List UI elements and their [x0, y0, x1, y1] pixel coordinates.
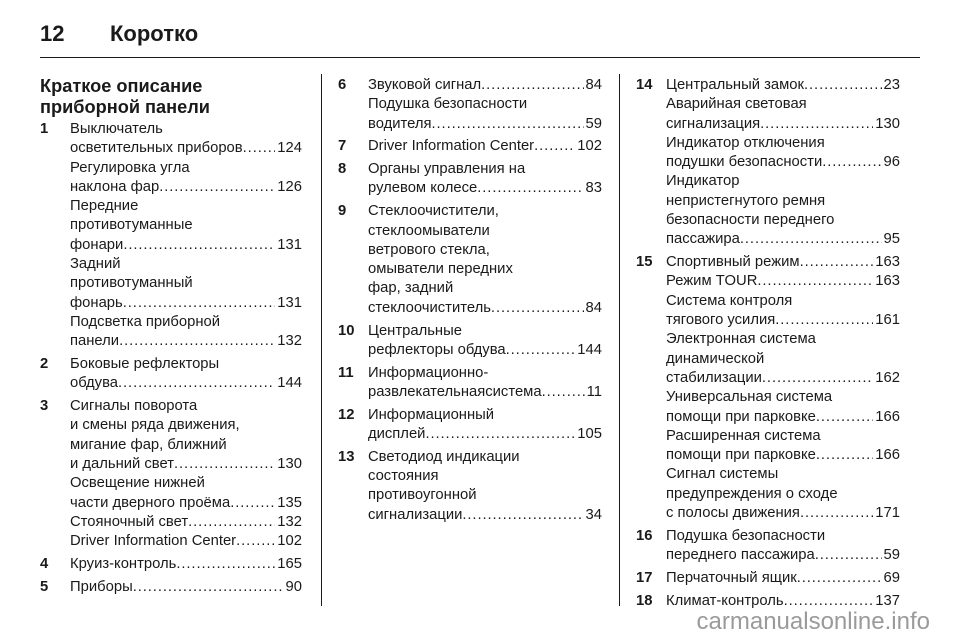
entry-text-line: и смены ряда движения,	[70, 417, 240, 434]
dot-leader	[534, 137, 575, 156]
dot-leader	[542, 383, 585, 402]
entry-row	[368, 299, 602, 318]
page-ref: 132	[277, 333, 302, 350]
page-ref: 131	[277, 294, 302, 311]
entry-row	[368, 506, 602, 525]
entry-text: осветительных приборов	[70, 140, 243, 157]
entry-text-line: Подушка безопасности	[368, 96, 528, 113]
page-ref: 135	[277, 494, 302, 511]
page-ref: 131	[277, 236, 302, 253]
entry-text-line: Система контроля	[666, 292, 793, 309]
entry-row	[666, 569, 900, 588]
entry-text: и дальний свет	[70, 456, 175, 473]
entry-text: Приборы	[70, 578, 133, 595]
callout-entries	[666, 569, 900, 588]
page-ref: 69	[883, 569, 900, 586]
callout-entries	[368, 76, 602, 134]
entry-text-line: мигание фар, ближний	[70, 436, 227, 453]
entry-row	[666, 76, 900, 95]
callout-number: 1	[40, 121, 49, 137]
entry-text-line: Задний	[70, 256, 121, 273]
callout-entries	[70, 120, 302, 352]
chapter-title: Коротко	[110, 21, 199, 46]
entry-text-line: безопасности переднего	[666, 212, 835, 229]
entry-text-line: Светодиод индикации	[368, 448, 520, 465]
page-ref: 162	[875, 369, 900, 386]
dot-leader	[775, 311, 873, 330]
section-title-line: приборной панели	[40, 97, 210, 117]
entry-text: помощи при парковке	[666, 408, 816, 425]
callout-group	[636, 253, 900, 523]
page-ref: 163	[875, 254, 900, 271]
page-ref: 34	[585, 506, 602, 523]
dot-leader	[506, 341, 576, 360]
callout-number: 14	[636, 77, 653, 93]
callout-entries	[368, 364, 602, 403]
callout-group	[338, 322, 602, 361]
section-title-line: Краткое описание	[40, 76, 203, 96]
callout-entries	[666, 253, 900, 523]
entry-text-line: Регулировка угла	[70, 159, 190, 176]
entry-text: обдува	[70, 375, 118, 392]
entry-row	[368, 137, 602, 156]
entry-row	[70, 178, 302, 197]
page-ref: 105	[577, 426, 602, 443]
entry-text-line: фар, задний	[368, 280, 454, 297]
entry-text-line: Подушка безопасности	[666, 527, 826, 544]
callout-number: 15	[636, 254, 653, 271]
entry-text: сигнализация	[666, 115, 761, 132]
entry-text-line: состояния	[368, 468, 439, 485]
callout-number: 18	[636, 592, 653, 609]
callout-number: 9	[338, 203, 347, 220]
dot-leader	[757, 272, 873, 291]
page-ref: 83	[585, 180, 602, 197]
callout-group	[338, 160, 602, 199]
entry-text: фонари	[70, 236, 124, 253]
callout-entries	[368, 137, 602, 156]
entry-text-line: Стеклоочистители,	[368, 203, 499, 220]
dot-leader	[176, 555, 275, 574]
entry-text-line: Органы управления на	[368, 161, 526, 178]
entry-row	[368, 76, 602, 95]
callout-entries	[666, 76, 900, 250]
dot-leader	[762, 369, 873, 388]
page-ref: 165	[277, 556, 302, 573]
column-2	[338, 76, 602, 529]
callout-number: 2	[40, 356, 49, 373]
dot-leader	[462, 506, 583, 525]
callout-entries	[368, 322, 602, 361]
entry-row	[666, 369, 900, 388]
callout-entries	[70, 355, 302, 394]
page-ref: 59	[883, 547, 900, 564]
callout-number: 13	[338, 448, 355, 465]
dot-leader	[816, 446, 873, 465]
entry-text: дисплей	[368, 426, 426, 443]
page-ref: 23	[883, 77, 900, 93]
entry-text: Режим TOUR	[666, 273, 758, 290]
entry-text-line: Подсветка приборной	[70, 313, 221, 330]
callout-number: 17	[636, 569, 653, 586]
entry-text-line: Сигнал системы	[666, 466, 779, 483]
entry-text: фонарь	[70, 294, 123, 311]
page-ref: 102	[277, 533, 302, 550]
callout-group	[338, 364, 602, 403]
callout-group	[338, 76, 602, 134]
page-ref: 124	[277, 140, 302, 157]
dot-leader	[800, 253, 874, 272]
page-ref: 126	[277, 178, 302, 195]
entry-row	[70, 332, 302, 351]
dot-leader	[760, 115, 873, 134]
entry-row	[70, 236, 302, 255]
header-rule	[40, 57, 920, 58]
dot-leader	[230, 494, 275, 513]
entry-row	[666, 272, 900, 291]
dot-leader	[815, 546, 882, 565]
column-divider	[321, 74, 322, 606]
dot-leader	[123, 294, 276, 313]
page-ref: 163	[875, 273, 900, 290]
entry-text: рулевом колесе	[368, 180, 478, 197]
entry-text-line: Информационный	[368, 406, 495, 423]
entry-row	[70, 532, 302, 551]
entry-text-line: Расширенная система	[666, 427, 821, 444]
callout-group	[40, 120, 302, 352]
page-ref: 161	[875, 312, 900, 329]
entry-text-line: Центральные	[368, 322, 462, 339]
page-ref: 132	[277, 513, 302, 530]
dot-leader	[800, 504, 873, 523]
entry-text: наклона фар	[70, 178, 160, 195]
entry-text-line: Передние	[70, 198, 139, 215]
dot-leader	[188, 513, 275, 532]
callout-group	[40, 578, 302, 597]
entry-text: стабилизации	[666, 369, 762, 386]
entry-row	[666, 446, 900, 465]
entry-text-line: динамической	[666, 350, 765, 367]
dot-leader	[432, 115, 584, 134]
callout-group	[40, 397, 302, 551]
entry-row	[368, 341, 602, 360]
callout-entries	[70, 397, 302, 551]
page-ref: 59	[585, 115, 602, 132]
entry-text-line: непристегнутого ремня	[666, 192, 826, 209]
entry-row	[666, 311, 900, 330]
callout-entries	[368, 448, 602, 525]
entry-row	[368, 383, 602, 402]
entry-text-line: Индикатор	[666, 173, 740, 190]
section-title	[40, 76, 302, 118]
entry-text: пассажира	[666, 231, 740, 248]
page-header	[40, 14, 198, 54]
entry-row	[70, 555, 302, 574]
callout-number: 8	[338, 161, 347, 178]
dot-leader	[133, 578, 284, 597]
entry-text-line: Сигналы поворота	[70, 398, 198, 415]
entry-text: сигнализации	[368, 506, 463, 523]
page-ref: 95	[883, 231, 900, 248]
entry-text: помощи при парковке	[666, 447, 816, 464]
entry-row	[70, 578, 302, 597]
callout-entries	[70, 578, 302, 597]
entry-text: развлекательнаясистема	[368, 383, 542, 400]
entry-text-line: ветрового стекла,	[368, 241, 490, 258]
entry-text-line: Универсальная система	[666, 389, 833, 406]
page-ref: 130	[875, 115, 900, 132]
entry-text: Круиз-контроль	[70, 556, 177, 573]
callout-group	[40, 555, 302, 574]
entry-text: тягового усилия	[666, 312, 776, 329]
callout-entries	[368, 160, 602, 199]
entry-text-line: Аварийная световая	[666, 96, 807, 113]
entry-row	[70, 494, 302, 513]
entry-row	[70, 374, 302, 393]
dot-leader	[822, 153, 881, 172]
entry-text-line: Электронная система	[666, 331, 816, 348]
entry-row	[666, 153, 900, 172]
entry-text: Стояночный свет	[70, 513, 189, 530]
page-ref: 84	[585, 77, 602, 93]
entry-row	[666, 230, 900, 249]
entry-text-line: противотуманные	[70, 217, 193, 234]
entry-text: Центральный замок	[666, 77, 804, 93]
entry-text: Звуковой сигнал	[368, 77, 482, 93]
entry-row	[666, 504, 900, 523]
entry-text: переднего пассажира	[666, 547, 815, 564]
entry-row	[368, 425, 602, 444]
entry-text: Перчаточный ящик	[666, 569, 797, 586]
dot-leader	[425, 425, 575, 444]
entry-text: водителя	[368, 115, 432, 132]
entry-text: Driver Information Center	[70, 533, 237, 550]
entry-row	[666, 408, 900, 427]
entry-text: Спортивный режим	[666, 254, 800, 271]
entry-text-line: противотуманный	[70, 275, 193, 292]
callout-number: 4	[40, 556, 49, 573]
page-ref: 96	[883, 154, 900, 171]
dot-leader	[740, 230, 882, 249]
entry-text-line: предупреждения о сходе	[666, 485, 838, 502]
page-ref: 171	[875, 505, 900, 522]
callout-entries	[368, 202, 602, 318]
callout-group	[40, 355, 302, 394]
callout-group	[338, 406, 602, 445]
page-number: 12	[40, 21, 65, 46]
dot-leader	[118, 374, 275, 393]
entry-row	[666, 115, 900, 134]
entry-row	[70, 513, 302, 532]
callout-group	[338, 137, 602, 156]
callout-number: 6	[338, 77, 347, 93]
entry-text-line: Освещение нижней	[70, 475, 205, 492]
entry-text: стеклоочиститель	[368, 299, 491, 316]
column-3	[636, 76, 900, 615]
page-ref: 130	[277, 456, 302, 473]
callout-number: 3	[40, 398, 49, 415]
column-divider	[619, 74, 620, 606]
page-ref: 11	[586, 383, 602, 400]
dot-leader	[119, 332, 275, 351]
entry-row	[70, 455, 302, 474]
entry-text: части дверного проёма	[70, 494, 231, 511]
page-ref: 102	[577, 138, 602, 155]
entry-text-line: омыватели передних	[368, 261, 513, 278]
entry-text: Климат-контроль	[666, 592, 784, 609]
entry-text: с полосы движения	[666, 505, 800, 522]
entry-text: рефлекторы обдува	[368, 341, 506, 358]
dot-leader	[174, 455, 275, 474]
dot-leader	[477, 179, 583, 198]
callout-number: 11	[338, 364, 354, 381]
entry-row	[70, 139, 302, 158]
dot-leader	[797, 569, 882, 588]
callout-number: 12	[338, 406, 355, 423]
entry-text-line: Боковые рефлекторы	[70, 356, 220, 373]
page-ref: 144	[277, 375, 302, 392]
callout-group	[636, 76, 900, 250]
callout-number: 7	[338, 138, 347, 155]
entry-text-line: стеклоомыватели	[368, 222, 490, 239]
dot-leader	[243, 139, 276, 158]
entry-row	[368, 115, 602, 134]
page-ref: 90	[285, 578, 302, 595]
callout-number: 10	[338, 322, 355, 339]
page-ref: 137	[875, 592, 900, 609]
dot-leader	[804, 76, 882, 95]
callout-number: 16	[636, 527, 653, 544]
callout-entries	[666, 527, 900, 566]
callout-number: 5	[40, 578, 49, 595]
page-ref: 144	[577, 341, 602, 358]
entry-text-line: Информационно-	[368, 364, 489, 381]
entry-text-line: Индикатор отключения	[666, 134, 825, 151]
callout-group	[338, 448, 602, 525]
dot-leader	[491, 299, 584, 318]
callout-group	[636, 569, 900, 588]
column-1	[40, 76, 302, 601]
entry-text: панели	[70, 333, 120, 350]
entry-text: Driver Information Center	[368, 138, 535, 155]
watermark: carmanualsonline.info	[696, 608, 930, 635]
dot-leader	[816, 408, 873, 427]
entry-row	[70, 294, 302, 313]
callout-entries	[70, 555, 302, 574]
entry-text: подушки безопасности	[666, 154, 823, 171]
entry-text-line: Выключатель	[70, 121, 163, 137]
dot-leader	[123, 236, 275, 255]
page-ref: 84	[585, 299, 602, 316]
dot-leader	[236, 532, 275, 551]
dot-leader	[481, 76, 583, 95]
dot-leader	[159, 178, 275, 197]
page-ref: 166	[875, 408, 900, 425]
entry-row	[368, 179, 602, 198]
column-1-groups	[40, 120, 302, 597]
entry-row	[666, 253, 900, 272]
page-ref: 166	[875, 447, 900, 464]
callout-group	[338, 202, 602, 318]
callout-group	[636, 527, 900, 566]
callout-entries	[368, 406, 602, 445]
entry-row	[666, 546, 900, 565]
entry-text-line: противоугонной	[368, 487, 477, 504]
